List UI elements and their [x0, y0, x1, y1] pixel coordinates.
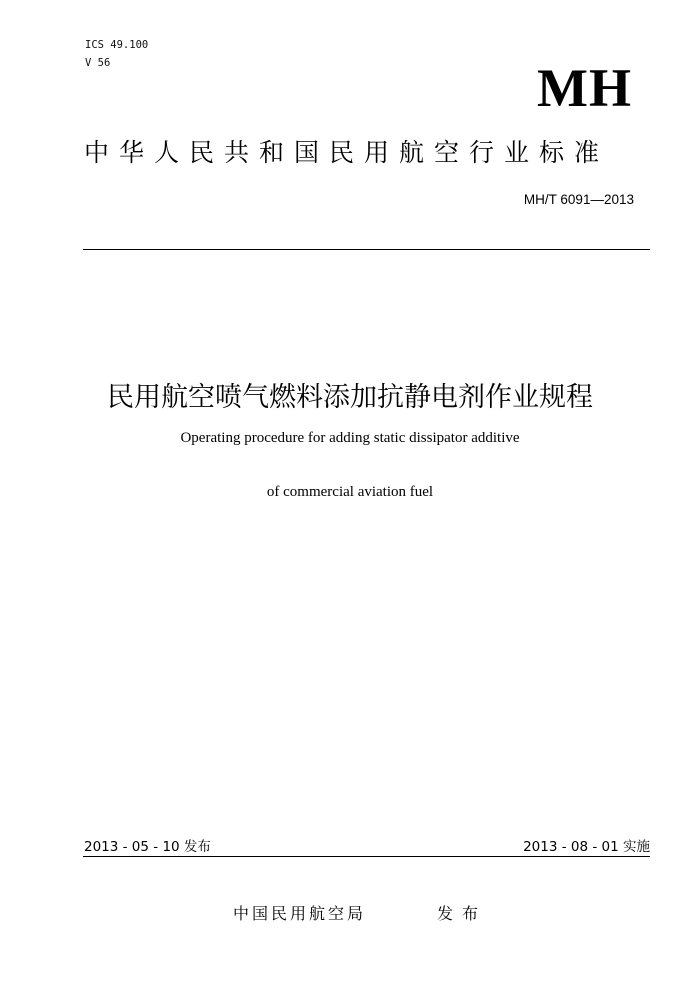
title-english-line1: Operating procedure for adding static dissipator additive — [180, 430, 520, 446]
title-chinese: 民用航空喷气燃料添加抗静电剂作业规程 — [107, 382, 593, 413]
publisher-name: 中国民用航空局 — [233, 904, 367, 923]
classification-codes — [85, 36, 148, 72]
publish-action: 发布 — [437, 904, 488, 923]
title-english-line2: of commercial aviation fuel — [266, 484, 434, 500]
issue-date: 2013 - 05 - 10 发布 — [84, 839, 211, 855]
ics-code: ICS 49.100 — [85, 39, 149, 51]
implementation-date: 2013 - 08 - 01 实施 — [523, 839, 650, 855]
top-divider — [83, 249, 650, 250]
ccs-code: V 56 — [85, 57, 111, 69]
mh-logo: MH — [537, 58, 632, 118]
bottom-divider — [83, 856, 650, 857]
standard-code: MH/T 6091—2013 — [523, 192, 634, 207]
standard-category: 中华人民共和国民用航空行业标准 — [84, 138, 610, 167]
